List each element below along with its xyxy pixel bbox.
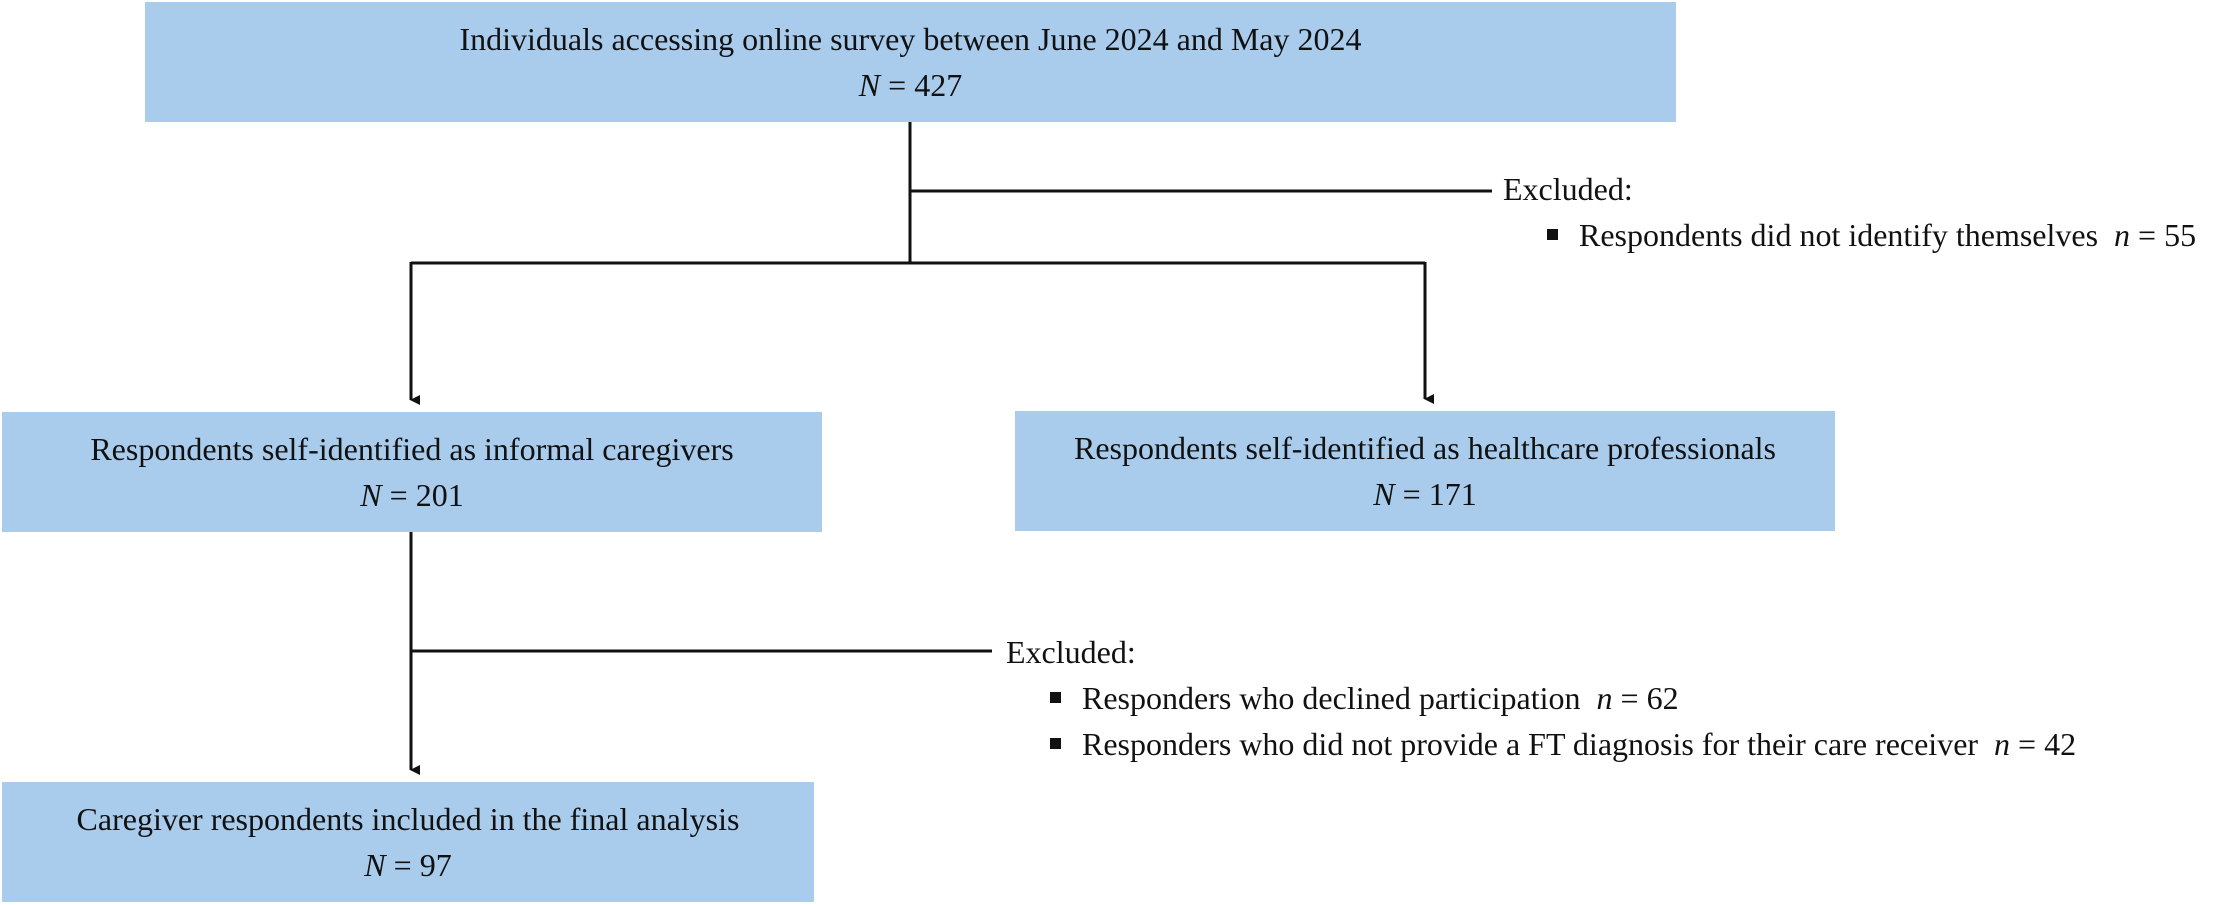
exclusion-2-list [1046, 675, 2076, 767]
exclusion-1-item [1543, 212, 2196, 258]
square-bullet-icon [1050, 738, 1061, 749]
exclusion-2-item [1046, 721, 2076, 767]
square-bullet-icon [1050, 692, 1061, 703]
box-survey-access-count [859, 62, 962, 108]
box-final-analysis [2, 782, 814, 902]
box-survey-access [145, 2, 1676, 122]
exclusion-item-text: Responders who declined participation [1082, 680, 1581, 716]
count-symbol: N [1373, 476, 1395, 512]
count-symbol: N [360, 477, 382, 513]
count-symbol: N [858, 67, 881, 103]
count-value: = 55 [2138, 217, 2197, 253]
box-informal-caregivers-count [360, 472, 463, 518]
box-informal-caregivers [2, 412, 822, 532]
exclusion-block-2 [1006, 629, 2076, 767]
count-value: = 62 [1620, 680, 1679, 716]
square-bullet-icon [1547, 229, 1558, 240]
exclusion-2-heading: Excluded: [1006, 634, 1136, 670]
count-value: = 42 [2018, 726, 2077, 762]
box-healthcare-professionals-count [1373, 471, 1476, 517]
count-value: = 97 [393, 847, 452, 883]
box-informal-caregivers-text: Respondents self-identified as informal caregivers [90, 431, 734, 467]
box-healthcare-professionals [1015, 411, 1835, 531]
box-survey-access-text: Individuals accessing online survey between June 2024 and May 2024 [459, 21, 1362, 57]
exclusion-1-list [1543, 212, 2196, 258]
count-value: = 201 [389, 477, 464, 513]
exclusion-item-text: Responders who did not provide a FT diagnosis for their care receiver [1082, 726, 1979, 762]
count-symbol: n [2114, 217, 2131, 253]
count-symbol: n [1994, 726, 2011, 762]
exclusion-2-item [1046, 675, 2076, 721]
exclusion-block-1 [1503, 166, 2196, 258]
count-symbol: N [364, 847, 386, 883]
box-final-analysis-count [364, 842, 451, 888]
count-symbol: n [1596, 680, 1613, 716]
box-final-analysis-text: Caregiver respondents included in the final analysis [76, 801, 740, 837]
count-value: = 171 [1402, 476, 1477, 512]
exclusion-item-text: Respondents did not identify themselves [1579, 217, 2099, 253]
count-value: = 427 [888, 67, 963, 103]
box-healthcare-professionals-text: Respondents self-identified as healthcare professionals [1074, 430, 1776, 466]
exclusion-1-heading: Excluded: [1503, 171, 1633, 207]
